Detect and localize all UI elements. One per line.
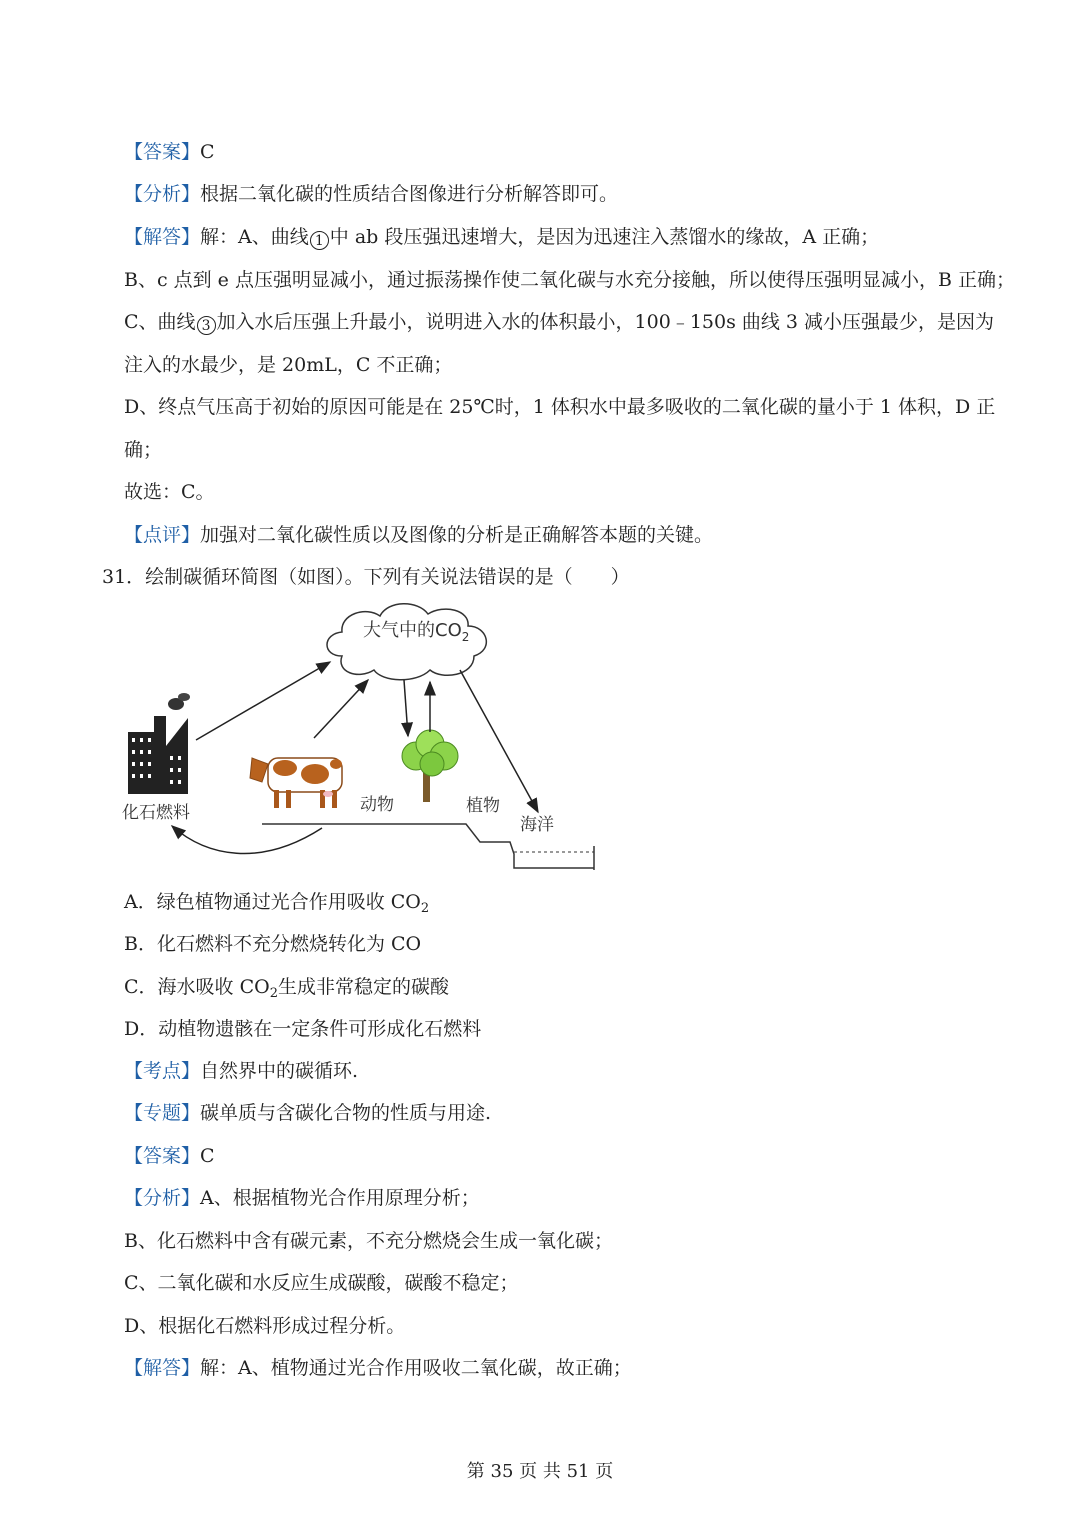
arrow-animal-to-atmosphere <box>314 680 368 738</box>
analysis-line-2d: D、根据化石燃料形成过程分析。 <box>124 1315 406 1337</box>
solution-tag: 解答 <box>143 226 182 248</box>
analysis-text: 根据二氧化碳的性质结合图像进行分析解答即可。 <box>200 183 619 205</box>
analysis-line-2c: C、二氧化碳和水反应生成碳酸，碳酸不稳定； <box>124 1272 519 1294</box>
comment-text: 加强对二氧化碳性质以及图像的分析是正确解答本题的关键。 <box>200 524 714 546</box>
kaodian-tag: 考点 <box>143 1060 182 1082</box>
solution-line-4: 注入的水最少，是 20mL，C 不正确； <box>124 354 453 376</box>
comment-tag: 点评 <box>143 524 182 546</box>
kaodian-line: 【考点】自然界中的碳循环. <box>124 1060 359 1082</box>
answer-value: C <box>200 141 215 163</box>
answer-line: 【答案】C <box>124 141 215 163</box>
solution-line-7: 故选：C。 <box>124 481 215 503</box>
option-d: D．动植物遗骸在一定条件可形成化石燃料 <box>124 1018 482 1040</box>
circled-number-1: 1 <box>310 231 329 250</box>
ocean-label: 海洋 <box>520 815 554 835</box>
factory-icon <box>128 693 190 794</box>
question-stem: 31．绘制碳循环简图（如图）。下列有关说法错误的是（ ） <box>102 566 630 588</box>
analysis-line-2b: B、化石燃料中含有碳元素，不充分燃烧会生成一氧化碳； <box>124 1230 613 1252</box>
comment-line: 【点评】加强对二氧化碳性质以及图像的分析是正确解答本题的关键。 <box>124 524 714 546</box>
analysis-line-2: 【分析】A、根据植物光合作用原理分析； <box>124 1187 480 1209</box>
arrow-ground-to-fossil <box>172 826 322 854</box>
tree-icon <box>402 730 458 802</box>
arrow-fossil-to-atmosphere <box>196 662 330 740</box>
page-footer: 第 35 页 共 51 页 <box>466 1461 614 1482</box>
option-b: B．化石燃料不充分燃烧转化为 CO <box>124 933 422 955</box>
solution-line-6: 确； <box>124 439 163 461</box>
solution-line-1: 【解答】解：A、曲线 1 中 ab 段压强迅速增大，是因为迅速注入蒸馏水的缘故，A 正确； <box>124 226 880 249</box>
zhuanti-line: 【专题】碳单质与含碳化合物的性质与用途. <box>124 1102 492 1124</box>
analysis-tag: 分析 <box>143 183 182 205</box>
solution-line-2: B、c 点到 e 点压强明显减小，通过振荡操作使二氧化碳与水充分接触，所以使得压强明显减小，B 正确； <box>124 269 1015 291</box>
arrow-atmosphere-to-ocean <box>460 670 538 812</box>
cow-icon <box>250 758 342 808</box>
solution-line-5: D、终点气压高于初始的原因可能是在 25℃时，1 体积水中最多吸收的二氧化碳的量小于 1 体积，D 正 <box>124 396 996 418</box>
solution-tag-2: 解答 <box>143 1357 182 1379</box>
answer-line-2: 【答案】C <box>124 1145 215 1167</box>
animal-label: 动物 <box>360 795 394 815</box>
analysis-line: 【分析】根据二氧化碳的性质结合图像进行分析解答即可。 <box>124 183 619 205</box>
fossil-fuel-label: 化石燃料 <box>122 803 190 823</box>
option-a: A．绿色植物通过光合作用吸收 $CO_2$ <box>124 891 430 916</box>
solution-line-2-1: 【解答】解：A、植物通过光合作用吸收二氧化碳，故正确； <box>124 1357 632 1379</box>
cloud-label: 大气中的$CO_2$ <box>363 620 470 644</box>
answer-tag: 答案 <box>143 141 182 163</box>
carbon-cycle-diagram <box>110 598 610 883</box>
zhuanti-tag: 专题 <box>143 1102 182 1124</box>
arrow-atmosphere-to-plant <box>404 680 408 736</box>
analysis-tag-2: 分析 <box>143 1187 182 1209</box>
solution-line-3: C、曲线 3 加入水后压强上升最小，说明进入水的体积最小，100﹣150s 曲线 3 减小压强最少，是因为 <box>124 311 995 334</box>
circled-number-3: 3 <box>197 316 216 335</box>
plant-label: 植物 <box>466 796 500 816</box>
answer-tag-2: 答案 <box>143 1145 182 1167</box>
option-c: C．海水吸收 $CO_2$生成非常稳定的碳酸 <box>124 976 449 1001</box>
